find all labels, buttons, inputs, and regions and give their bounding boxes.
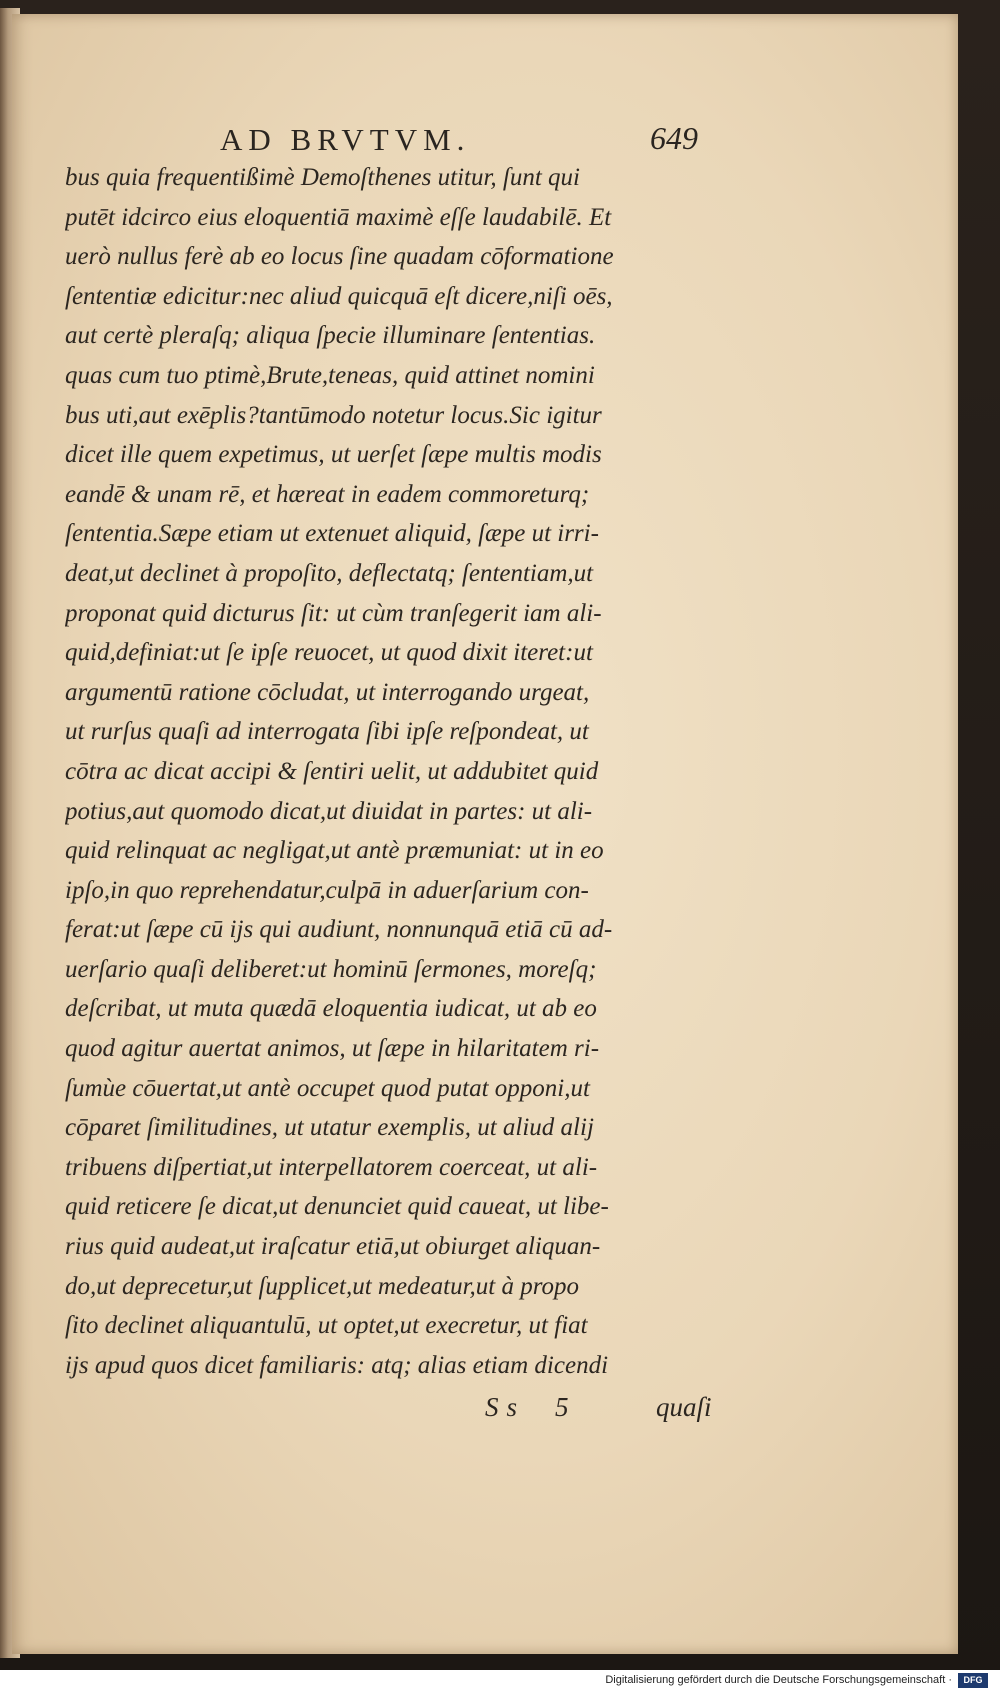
signature-number: 5 <box>555 1392 569 1422</box>
text-line: ſententia.Sæpe etiam ut extenuet aliquid, ſæpe ut irri- <box>65 520 599 548</box>
text-line: ferat:ut ſæpe cū ijs qui audiunt, nonnunquā etiā cū ad- <box>65 916 613 944</box>
text-line: quod agitur auertat animos, ut ſæpe in hilaritatem ri- <box>65 1035 600 1063</box>
text-line: argumentū ratione cōcludat, ut interrogando urgeat, <box>65 678 590 706</box>
text-line: ſumùe cōuertat,ut antè occupet quod putat opponi,ut <box>65 1074 590 1102</box>
signature-mark: Ss <box>485 1392 526 1422</box>
page-number: 649 <box>650 120 698 156</box>
text-line: ſententiæ edicitur:nec aliud quicquā eſt dicere,niſi oēs, <box>65 282 613 310</box>
text-line: ipſo,in quo reprehendatur,culpā in aduerſarium con- <box>65 876 589 904</box>
text-line: do,ut deprecetur,ut ſupplicet,ut medeatur,ut à propo <box>65 1272 580 1300</box>
text-line: quid relinquat ac negligat,ut antè præmuniat: ut in eo <box>65 837 604 865</box>
text-line: quid,definiat:ut ſe ipſe reuocet, ut quod dixit iteret:ut <box>65 639 593 667</box>
text-line: deſcribat, ut muta quædā eloquentia iudicat, ut ab eo <box>65 995 597 1023</box>
text-line: ut rurſus quaſi ad interrogata ſibi ipſe reſpondeat, ut <box>65 718 589 746</box>
text-line: rius quid audeat,ut iraſcatur etiā,ut obiurget aliquan- <box>65 1233 601 1261</box>
catchword: quaſi <box>656 1392 712 1422</box>
text-line: ijs apud quos dicet familiaris: atq; alias etiam dicendi <box>65 1351 609 1379</box>
text-line: proponat quid dicturus ſit: ut cùm tranſegerit iam ali- <box>65 599 602 627</box>
funding-credit: Digitalisierung gefördert durch die Deutsche Forschungsgemeinschaft · <box>605 1674 952 1686</box>
text-line: cōtra ac dicat accipi & ſentiri uelit, ut addubitet quid <box>65 757 599 785</box>
text-line: ſito declinet aliquantulū, ut optet,ut execretur, ut fiat <box>65 1312 588 1340</box>
text-line: deat,ut declinet à propoſito, deflectatq; ſententiam,ut <box>65 559 594 587</box>
text-line: quas cum tuo ptimè,Brute,teneas, quid attinet nomini <box>65 361 595 389</box>
text-line: eandē & unam rē, et hæreat in eadem commoreturq; <box>65 480 590 508</box>
text-line: dicet ille quem expetimus, ut uerſet ſæpe multis modis <box>65 441 602 469</box>
text-line: uerſario quaſi deliberet:ut hominū ſermones, moreſq; <box>65 955 597 983</box>
text-line: uerò nullus ferè ab eo locus ſine quadam cōformatione <box>65 243 614 271</box>
text-line: quid reticere ſe dicat,ut denunciet quid caueat, ut libe- <box>65 1193 609 1221</box>
text-line: tribuens diſpertiat,ut interpellatorem coerceat, ut ali- <box>65 1153 598 1181</box>
text-line: aut certè pleraſq; aliqua ſpecie illuminare ſententias. <box>65 322 596 350</box>
body-text <box>65 158 745 1385</box>
text-line: putēt idcirco eius eloquentiā maximè eſſe laudabilē. Et <box>65 203 612 231</box>
text-line: potius,aut quomodo dicat,ut diuidat in partes: ut ali- <box>65 797 593 825</box>
text-line: cōparet ſimilitudines, ut utatur exemplis, ut aliud alij <box>65 1114 594 1142</box>
running-head: AD BRVTVM. <box>220 122 471 157</box>
text-line: bus uti,aut exēplis?tantūmodo notetur locus.Sic igitur <box>65 401 602 429</box>
dfg-logo: DFG <box>958 1673 988 1688</box>
text-line: bus quia frequentißimè Demoſthenes utitur, ſunt qui <box>65 164 581 191</box>
